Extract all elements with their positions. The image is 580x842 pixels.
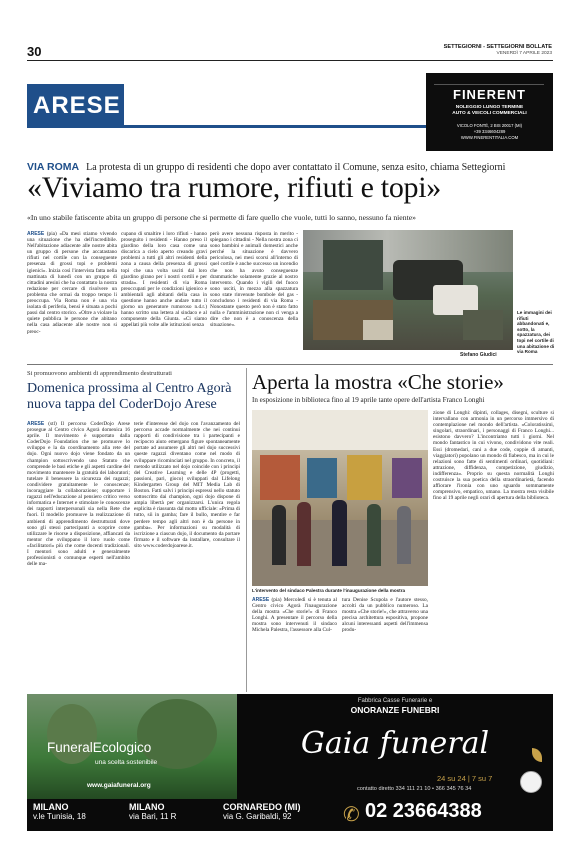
left-headline: Domenica prossima al Centro Agorà nuova tappa del CoderDojo Arese <box>27 381 232 412</box>
section-title: ARESE <box>33 92 121 119</box>
section-label <box>27 84 427 128</box>
availability: 24 su 24 | 7 su 7 <box>437 774 493 783</box>
column-divider <box>246 368 247 692</box>
finerent-logo: FINERENT <box>453 87 526 102</box>
main-article-col3: però avere nessuna risposta in merito - spiegano i cittadini - Nella nostra zona ci sono bambini e animali domestici anche perché la situazione è davvero pericolosa, nei mesi scorsi all'interno di quel cortile è anche successo un incendio che non ha avuto conseguenze drammatiche solamente grazie al nostro intervento. Quando i vigili del fuoco sono usciti, in mezzo alla spazzatura sono state rinvenute bombole del gas - concludono i residenti di via Roma - Nonostante questo però non è stato fatto nulla e l'amministrazione non ci venga a dire che non è a conoscenza della situazione». <box>210 231 298 329</box>
phone-icon: ✆ <box>343 804 360 826</box>
right-article-col1: ARESE (pia) Mercoledì si è tenuta al Centro civico Agorà l'inaugurazione della mostra «Che storie!» di Franco Longhi. A presentare il percorso della mostra sono intervenuti il sindaco Michela Palestra, l'assessore alla Cul- <box>252 597 337 634</box>
main-phone[interactable]: 02 23664388 <box>365 800 482 822</box>
main-subhead: «In uno stabile fatiscente abita un gruppo di persone che si permette di fare quello che vuole, tutti lo sanno, nessuno fa niente» <box>27 213 416 222</box>
funeral-top-line2: ONORANZE FUNEBRI <box>350 705 440 715</box>
main-photo-caption: Le immagini dei rifiuti abbandonati e, sotto, la spazzatura, dei topi nel cortile di una abitazione di via Roma <box>517 310 555 355</box>
left-article-col2: terie d'interesse del dojo con l'avanzamento del percorso accade normalmente che nei continui rapporti di condivisione tra i partecipanti e recipocro aiuto emergano figure spontaneamente portate ad assumere gli altri nel dojo successivi queste ragazzi diventano come nel modo di sviluppare ricominciati nel gruppo. In concreto, il metodo utilizzato nel dojo coincide con i principi del Creative Learning e delle 4P (progetti, passioni, pari, gioco) sviluppati dal Lifelong Kindergarten Group del MIT Media Lab di Boston. Fatti salvi i principi espressi nello statuto sottoscritto dai champion, ogni dojo dispone di ampia libertà per organizzarsi. L'unica regola esplicita è riassunta dal motto ufficiale: «Prima di tutto, sii in gamba; fare il bullo, mentire e far perdere tempo agli altri non è da persone in gamba». Per informazioni su modalità di iscrizione a ciascun dojo, il documento da portare firmato e il software da installare, consultare il sito www.coderdojoarese.it. <box>134 421 240 549</box>
gaia-logo: Gaia funeral <box>300 726 490 761</box>
publication-name: SETTEGIORNI - SETTEGIORNI BOLLATE <box>443 44 552 50</box>
main-photo-credit: Stefano Giudici <box>460 352 497 358</box>
right-photo-caption: L'intervento del sindaco Palestra durante l'inaugurazione della mostra <box>252 588 406 593</box>
left-article-col1: ARESE (stl) Il percorso CoderDojo Arese prosegue al Centro civico Agorà domenica 16 aprile. Il movimento è supportato dalla CoderDojo Foundation che ne promuove lo sviluppo e la da coordinamento alla rete del dojo. Ogni nuovo dojo viene fondato da un champion sottoscrivendo uno Statuto che comprende le basi etiche e gli aspetti cardine del movimento mantenere la gratuità dei laboratori; tutelare il benessere la sicurezza dei ragazzi; condividere gratuitamente le conoscenze; incoraggiare la collaborazione; supportare i ragazzi nell'educazione al pensiero critico verso informatica e Internet e stimolare le conoscenze dei rapporti interpersonali sia nella Rete che fuori. Il modello promuove la realizzazione di ambienti di apprendimento destrutturati dove sono gli stessi partecipanti a scoprire come utilizzare le risorse a disposizione, affiancati da mentor che sviluppano il loro ruolo come «facilitatori» più che come docenti tradizionali. I mentori sono adulti e generalmente professionisti o comunque esperti nell'ambito delle ma- <box>27 421 130 568</box>
left-kicker: Si promuovono ambienti di apprendimento destrutturati <box>27 370 172 377</box>
finerent-line1: NOLEGGIO LUNGO TERMINE <box>455 105 524 110</box>
ecologico-tagline: una scelta sostenibile <box>95 759 158 766</box>
main-kicker-text: La protesta di un gruppo di residenti che dopo aver contattato il Comune, senza esito, chiama Settegiorni <box>86 162 506 173</box>
main-kicker: VIA ROMA <box>27 161 80 173</box>
direct-contact: contatto diretto 334 111 21 10 • 366 345 76 34 <box>357 786 472 792</box>
location-2: MILANO via Bari, 11 R <box>129 802 177 821</box>
finerent-web[interactable]: WWW.FINERENTITALIA.COM <box>460 135 519 140</box>
location-3: CORNAREDO (MI) via G. Garibaldi, 92 <box>223 802 301 821</box>
main-article-col1: ARESE (pia) «Da mesi stiamo vivendo una situazione che ha dell'incredibile. Nell'abitazione adiacente alle nostre abita un gruppo di persone che accatastano rifiuti nel cortile con la conseguente presenza di grossi topi e problemi igienici». Inizia così l'intervista fatta nella mattinata di lunedì con un gruppo di cittadini aresini che ha contattato la nostra redazione per cercare di risolvere un problema che ormai da troppo tempo li preoccupa. Via Roma non è una via isolata di periferia, bensì è situata a pochi passi dal centro storico. «Oltre a violare la quiete pubblica le persone che abitano nella casa adiacente alle nostre non si preoc- <box>27 231 117 335</box>
funeral-top-line: Fabbrica Casse Funerarie e <box>357 698 433 704</box>
award-badge <box>520 771 542 793</box>
finerent-phone: +39 3346604289 <box>473 129 506 134</box>
finerent-address: VICOLO FONTÉ, 2 BIS 20017 (MI) <box>456 123 523 128</box>
right-headline: Aperta la mostra «Che storie» <box>252 370 504 394</box>
right-article-col2: tura Denise Scupola e l'autore stesso, accolti da un pubblico numeroso. La mostra «Che storie!», che attraverso una precisa architettura espositiva, propone alcuni interessanti aspetti dell'immensa produ- <box>342 597 428 634</box>
finerent-ad[interactable] <box>426 73 553 151</box>
ecologico-panel <box>27 694 237 799</box>
right-article-photo <box>252 410 428 586</box>
issue-date: VENERDÌ 7 APRILE 2023 <box>496 51 552 56</box>
main-article-photo <box>303 230 513 350</box>
right-article-col3: zione di Longhi: dipinti, collages, disegni, sculture si intervallano con armonia in un percorso immersivo di contemplazione nel mondo dell'artista. «Coloratissimi, singolari, straordinari, i personaggi di Franco Longhi... esistono davvero? L'incontriamo tutti i giorni. Nel mondo fantastico in cui vivono, condividono vite reali. Essi (dromedari, cani a due code, coppie di amanti, viaggiatori) popolano un mondo di fiabesco, ma in cui le relazioni sono fatte di sentimenti ordinari, quotidiani: attrazione, diffidenza, competizione, giudizio, indifferenza». Proprio su questa normalità Longhi costruisce la sua poetica della straordinarietà, facendo affiorare l'ironia con uno sguardo sommamente comprensivo, empatico, umano. La mostra resta visibile fino al 19 aprile negli orari di apertura della biblioteca. <box>433 410 554 502</box>
right-subhead: In esposizione in biblioteca fino al 19 aprile tante opere dell'artista Franco Longhi <box>252 396 485 404</box>
header-rule <box>27 60 553 61</box>
location-1: MILANO v.le Tunisia, 18 <box>33 802 86 821</box>
funeral-ad[interactable] <box>27 694 553 831</box>
ecologico-web[interactable]: www.gaiafuneral.org <box>87 782 151 789</box>
main-article-col2: cupano di smaltire i loro rifiuti - hanno proseguito i residenti - Hanno preso il giardino della loro casa come una discarica a cielo aperto creando gravi problemi a tutti gli altri residenti della zona a causa della presenza di grossi topi che una volta usciti dal loro giardino girano per i nostri cortili e per strada». I residenti di via Roma preoccupati per le condizioni igienico e ambientali agli abitanti della casa in questione hanno anche andare tutto il giorno un generatore rumoroso n.d.r.) hanno scritto una lettera al sindaco e al componente della Giunta. «Ci siamo appellati più volte alle istituzioni senza <box>121 231 207 329</box>
page-number: 30 <box>27 44 42 59</box>
ecologico-logo: FuneralEcologico <box>47 740 152 755</box>
section-divider <box>27 364 553 365</box>
main-headline: «Viviamo tra rumore, rifiuti e topi» <box>27 171 441 204</box>
finerent-line2: AUTO & VEICOLI COMMERCIALI <box>452 111 527 116</box>
